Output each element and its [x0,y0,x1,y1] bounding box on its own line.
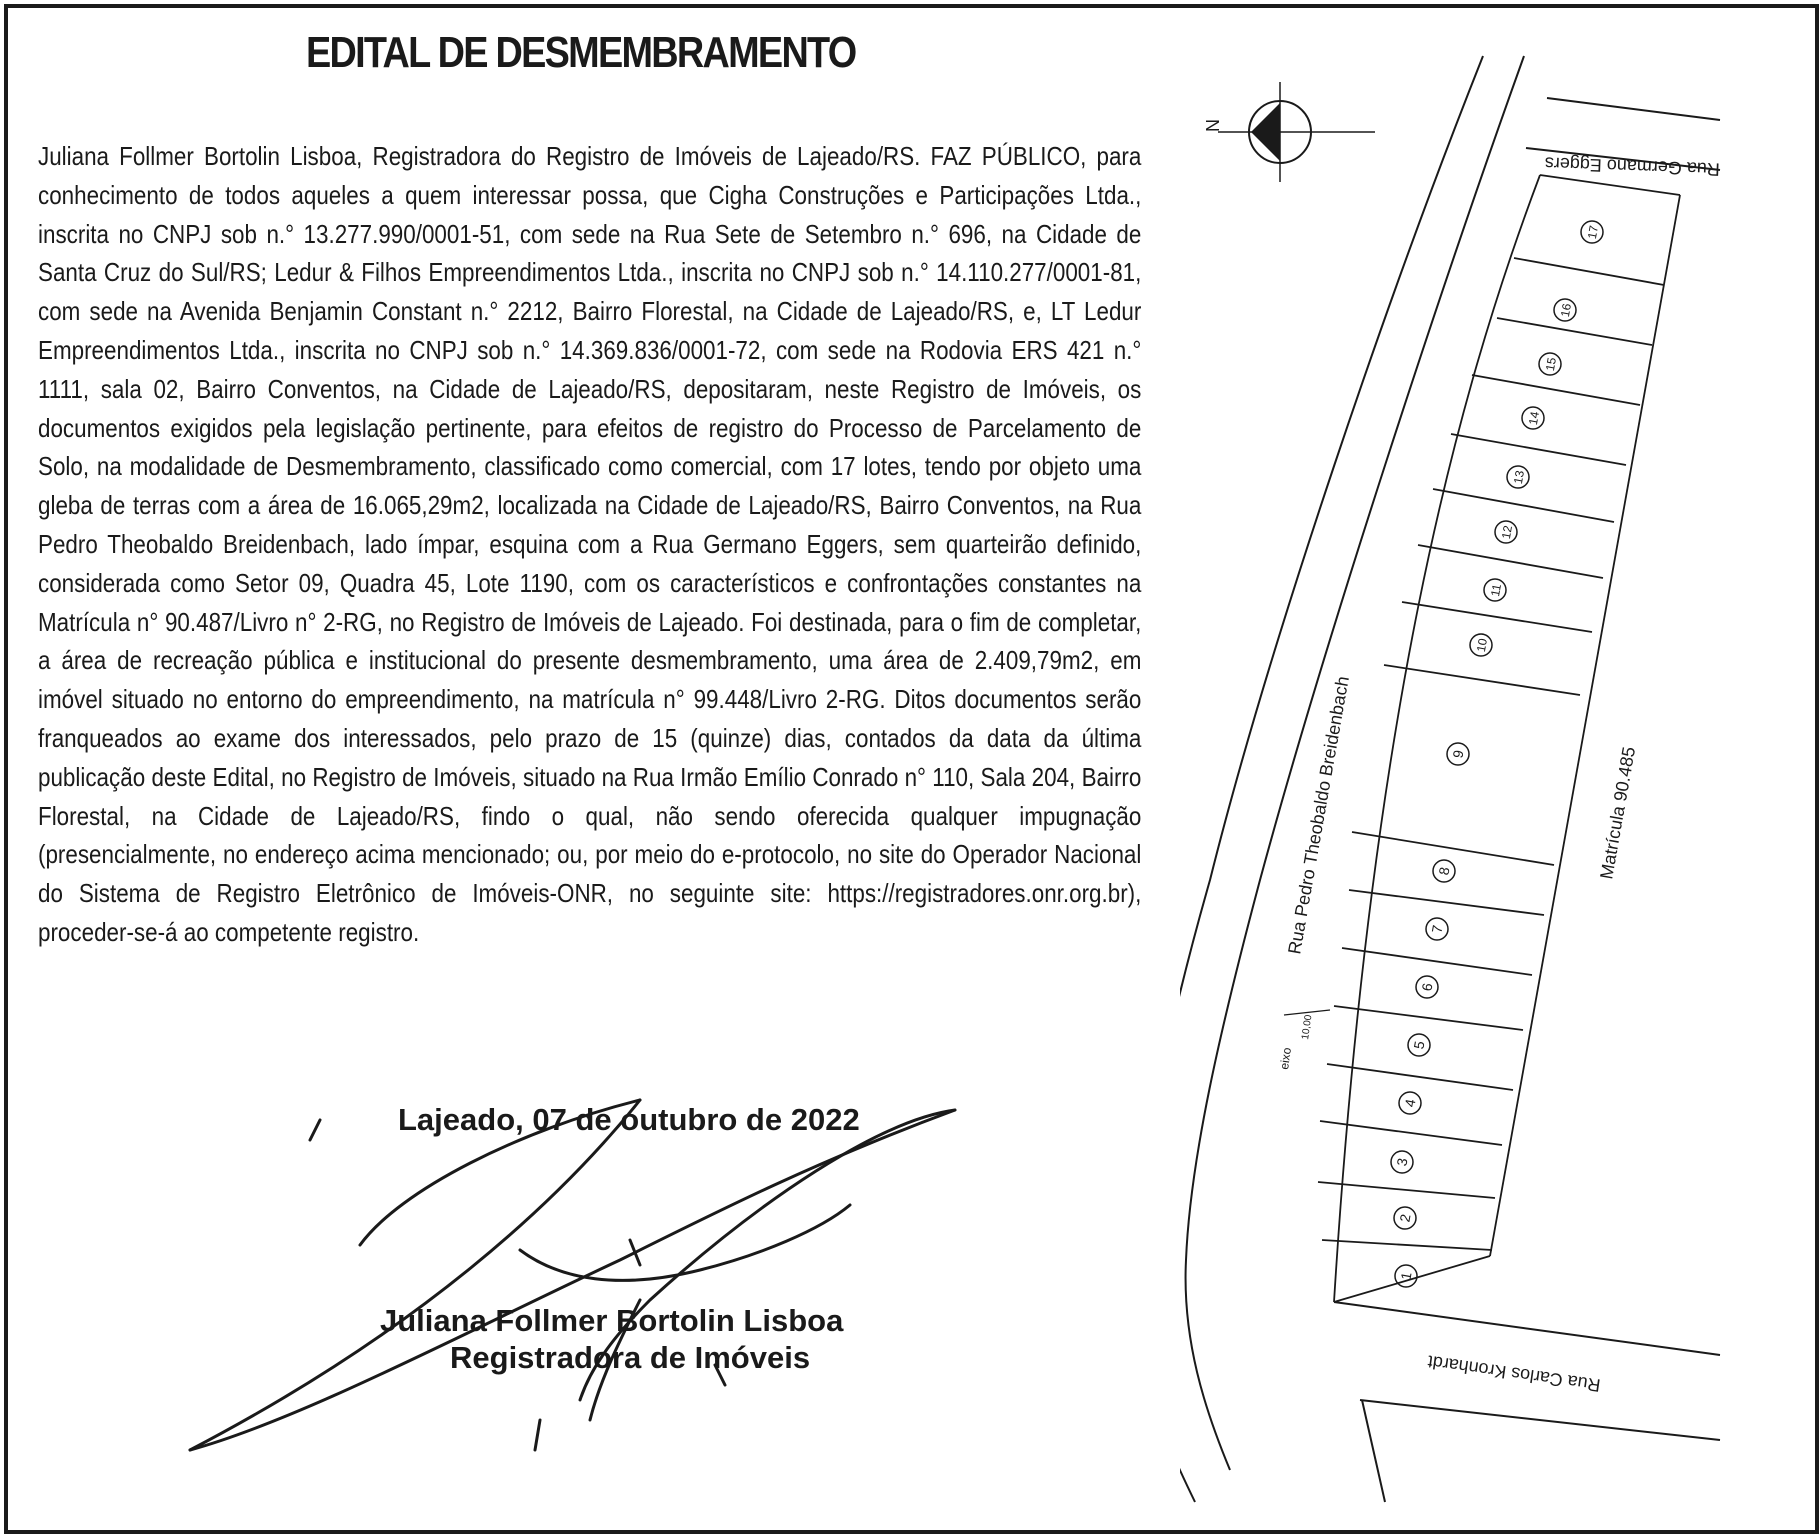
lot-8-label: 8 [1435,865,1453,877]
lot-2-label: 2 [1396,1212,1414,1224]
lot-grid [1318,175,1680,1302]
lot-5-label: 5 [1410,1039,1428,1051]
document-body: Juliana Follmer Bortolin Lisboa, Registradora do Registro de Imóveis de Lajeado/RS. FAZ PÚBLICO, para conhecimento de todos aqueles a quem interessar possa, que Cigha Construções e Participações Ltda., inscrita no CNPJ sob n.° 13.277.990/0001-51, com sede na Rua Sete de Setembro n.° 696, na Cidade de Santa Cruz do Sul/RS; Ledur & Filhos Empreendimentos Ltda., inscrita no CNPJ sob n.° 14.110.277/0001-81, com sede na Avenida Benjamin Constant n.° 2212, Bairro Florestal, na Cidade de Lajeado/RS, e, LT Ledur Empreendimentos Ltda., inscrita no CNPJ sob n.° 14.369.836/0001-72, com sede na Rodovia ERS 421 n.° 1111, sala 02, Bairro Conventos, na Cidade de Lajeado/RS, depositaram, neste Registro de Imóveis, os documentos exigidos pela legislação pertinente, para efeitos de registro do Processo de Parcelamento de Solo, na modalidade de Desmembramento, classificado como comercial, com 17 lotes, tendo por objeto uma gleba de terras com a área de 16.065,29m2, localizada na Cidade de Lajeado/RS, Bairro Conventos, na Rua Pedro Theobaldo Breidenbach, lado ímpar, esquina com a Rua Germano Eggers, sem quarteirão definido, considerada como Setor 09, Quadra 45, Lote 1190, com os característicos e confrontações constantes na Matrícula n° 90.487/Livro n° 2-RG, no Registro de Imóveis de Lajeado. Foi destinada, para o fim de completar, a área de recreação pública e institucional do presente desmembramento, uma área de 2.409,79m2, em imóvel situado no entorno do empreendimento, na matrícula n° 99.448/Livro 2-RG. Ditos documentos serão franqueados ao exame dos interessados, pelo prazo de 15 (quinze) dias, contados da data da última publicação deste Edital, no Registro de Imóveis, situado na Rua Irmão Emílio Conrado n° 110, Sala 204, Bairro Florestal, na Cidade de Lajeado/RS, findo o qual, não sendo oferecida qualquer impugnação (presencialmente, no endereço acima mencionado; ou, por meio do e-protocolo, no site do Operador Nacional do Sistema de Registro Eletrônico de Imóveis-ONR, no seguinte site: https://registradores.onr.org.br), proceder-se-á ao competente registro. [38,141,1142,947]
lot-6-label: 6 [1418,981,1436,993]
lot-15-label: 15 [1542,356,1560,372]
lot-4-label: 4 [1401,1097,1419,1109]
lot-14-label: 14 [1525,410,1543,426]
street-label-carlos-kronhardt: Rua Carlos Kronhardt [1426,1351,1602,1396]
signer-role: Registradora de Imóveis [450,1340,811,1375]
site-plan [1180,40,1740,1510]
document-title: EDITAL DE DESMEMBRAMENTO [306,28,856,77]
signer-name: Juliana Follmer Bortolin Lisboa [380,1303,844,1338]
date-line: Lajeado, 07 de outubro de 2022 [398,1102,860,1137]
axis-marker [1277,1010,1330,1070]
street-label-pedro-theobaldo: Rua Pedro Theobaldo Breidenbach [1284,674,1353,956]
street-edges [1180,56,1720,1502]
lot-16-label: 16 [1557,302,1575,318]
north-label: N [1203,119,1223,132]
lot-7-label: 7 [1428,923,1446,935]
lot-1-label: 1 [1397,1270,1415,1282]
neighbor-label: Matrícula 90.485 [1596,745,1640,881]
lot-10-label: 10 [1473,637,1491,653]
lot-13-label: 13 [1510,469,1528,485]
north-arrow [1203,82,1375,182]
lot-markers [1391,221,1603,1287]
lot-9-label: 9 [1449,748,1467,760]
lot-17-label: 17 [1584,224,1602,240]
lot-3-label: 3 [1393,1156,1411,1168]
lot-12-label: 12 [1498,524,1516,540]
dimension-label: 10,00 [1300,1014,1315,1041]
lot-11-label: 11 [1488,582,1504,598]
axis-label: eixo [1277,1046,1295,1071]
street-label-germano-eggers: Rua Germano Eggers [1544,153,1721,180]
